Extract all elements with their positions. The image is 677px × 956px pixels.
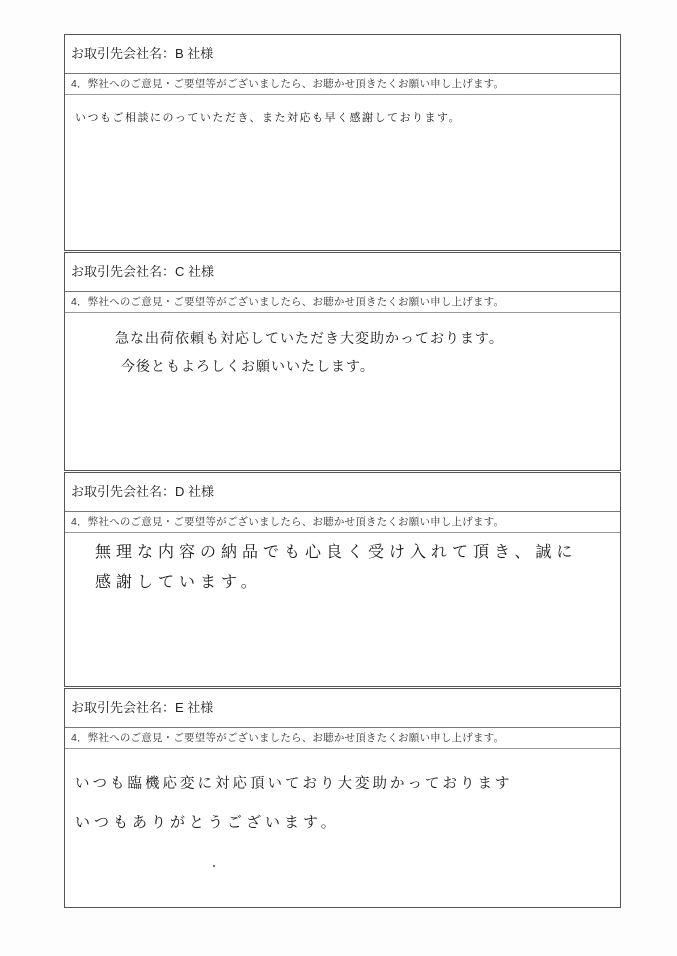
handwritten-answer [65, 749, 620, 849]
feedback-section-c [64, 252, 621, 471]
company-label: お取引先会社名：E 社様 [65, 689, 620, 728]
answer-line: 今後ともよろしくお願いいたします。 [121, 359, 375, 375]
ink-speck [213, 865, 215, 867]
answer-line: 感謝しています。 [95, 572, 262, 591]
handwritten-answer [65, 313, 620, 389]
feedback-section-d [64, 472, 621, 687]
answer-line: 急な出荷依頼も対応していただき大変助かっております。 [115, 331, 504, 347]
handwritten-answer [65, 533, 620, 605]
question-text: 4．弊社へのご意見・ご要望等がございましたら、お聴かせ頂きたくお願い申し上げます。 [65, 292, 620, 313]
answer-line: 無理な内容の納品でも心良く受け入れて頂き、誠に [95, 542, 578, 561]
company-label: お取引先会社名：C 社様 [65, 253, 620, 292]
company-label: お取引先会社名：B 社様 [65, 35, 620, 74]
question-text: 4．弊社へのご意見・ご要望等がございましたら、お聴かせ頂きたくお願い申し上げます。 [65, 74, 620, 95]
answer-line: いつも臨機応変に対応頂いており大変助かっております [75, 776, 513, 792]
question-text: 4．弊社へのご意見・ご要望等がございましたら、お聴かせ頂きたくお願い申し上げます。 [65, 512, 620, 533]
answer-line: いつもご相談にのっていただき、また対応も早く感謝しております。 [75, 111, 462, 124]
feedback-section-b [64, 34, 621, 251]
question-text: 4．弊社へのご意見・ご要望等がございましたら、お聴かせ頂きたくお願い申し上げます。 [65, 728, 620, 749]
feedback-section-e [64, 688, 621, 908]
answer-line: いつもありがとうございます。 [75, 813, 340, 831]
company-label: お取引先会社名：D 社様 [65, 473, 620, 512]
handwritten-answer [65, 95, 620, 133]
